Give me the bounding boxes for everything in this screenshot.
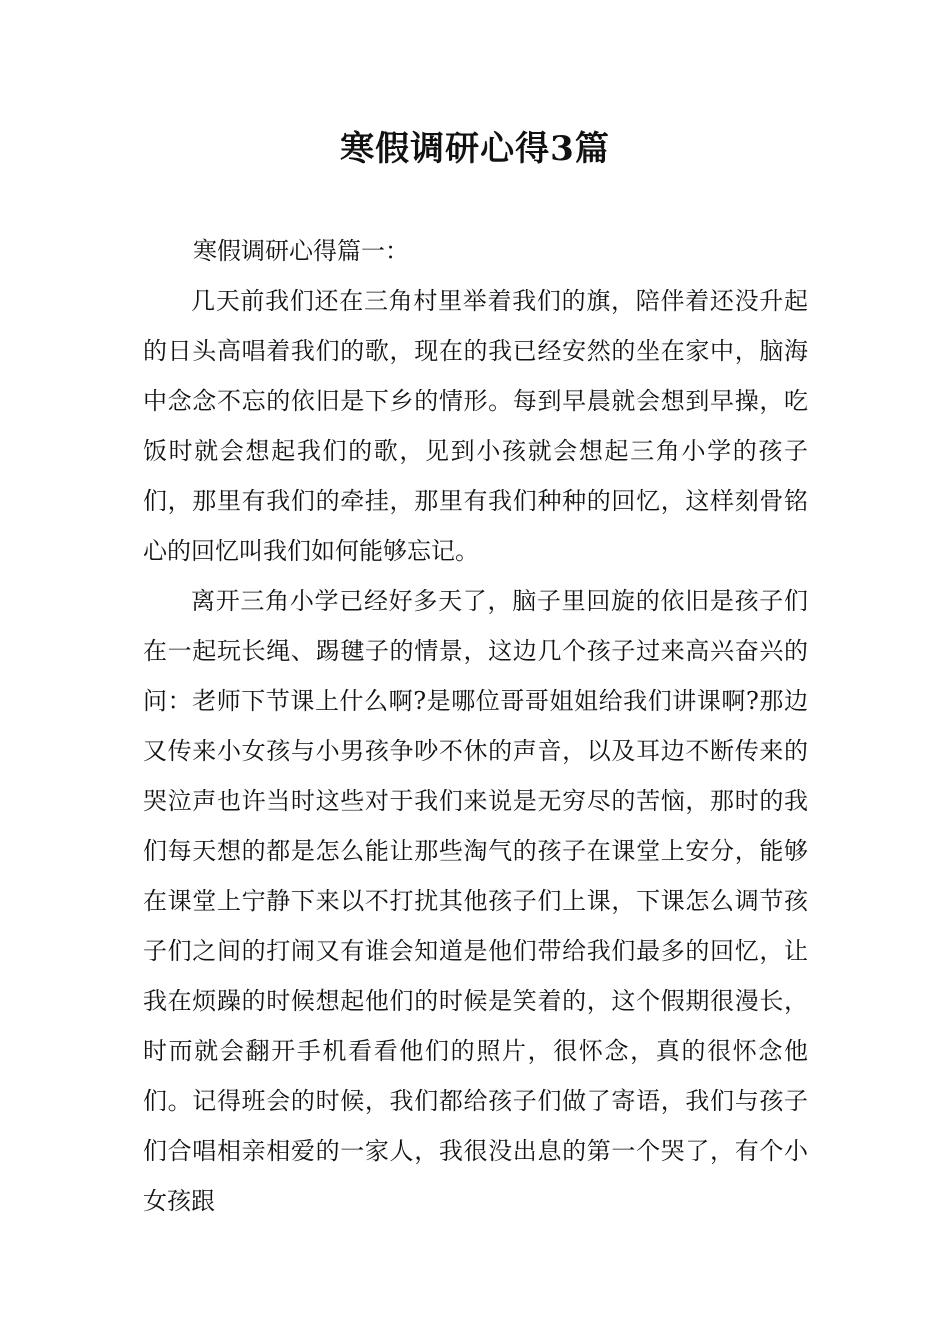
body-paragraph-2: 离开三角小学已经好多天了，脑子里回旋的依旧是孩子们在一起玩长绳、踢毽子的情景，这边几个孩子过来高兴奋兴的问：老师下节课上什么啊?是哪位哥哥姐姐给我们讲课啊?那边又传来小女孩与小男孩争吵不休的声音，以及耳边不断传来的哭泣声也许当时这些对于我们来说是无穷尽的苦恼，那时的我们每天想的都是怎么能让那些淘气的孩子在课堂上安分，能够在课堂上宁静下来以不打扰其他孩子们上课，下课怎么调节孩子们之间的打闹又有谁会知道是他们带给我们最多的回忆，让我在烦躁的时候想起他们的时候是笑着的，这个假期很漫长，时而就会翻开手机看看他们的照片，很怀念，真的很怀念他们。记得班会的时候，我们都给孩子们做了寄语，我们与孩子们合唱相亲相爱的一家人，我很没出息的第一个哭了，有个小女孩跟 [143, 587, 808, 1215]
document-title: 寒假调研心得3篇 [340, 129, 610, 169]
section-heading: 寒假调研心得篇一： [193, 237, 409, 265]
document-body [143, 276, 808, 1226]
body-paragraph-1: 几天前我们还在三角村里举着我们的旗，陪伴着还没升起的日头高唱着我们的歌，现在的我已经安然的坐在家中，脑海中念念不忘的依旧是下乡的情形。每到早晨就会想到早操，吃饭时就会想起我们的歌，见到小孩就会想起三角小学的孩子们，那里有我们的牵挂，那里有我们种种的回忆，这样刻骨铭心的回忆叫我们如何能够忘记。 [143, 287, 808, 565]
